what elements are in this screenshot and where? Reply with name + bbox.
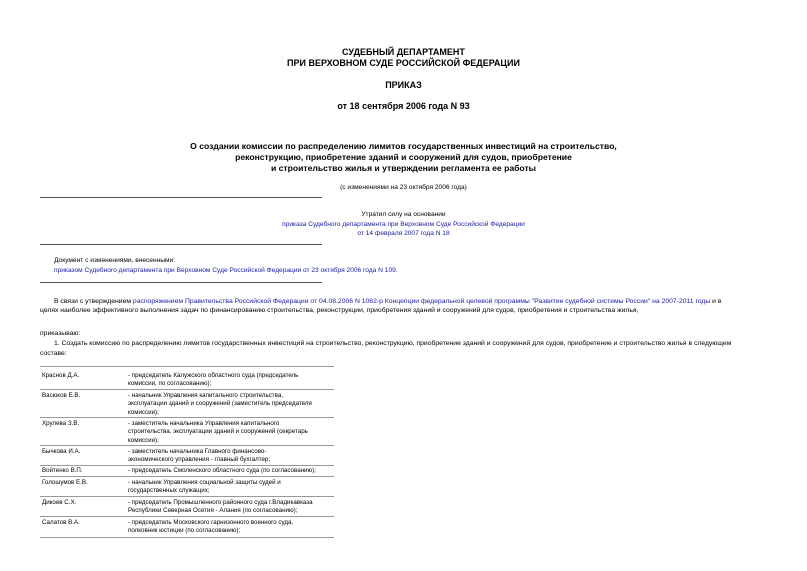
- member-role: [128, 392, 354, 417]
- table-rule: [40, 465, 334, 466]
- table-rule: [40, 496, 334, 497]
- member-role-line: - председатель Смоленского областного суда (по согласованию);: [128, 467, 316, 474]
- member-role-line: комиссии, по согласованию);: [128, 380, 212, 388]
- divider: [40, 282, 322, 283]
- member-role-line: комиссии);: [128, 408, 159, 416]
- member-role-line: экономического управления - главный бухгалтер;: [128, 456, 271, 464]
- member-role-line: - начальник Управления социальной защиты судей и: [128, 479, 281, 486]
- government-order-link[interactable]: распоряжением Правительства Российской Федерации от 04.08.2006 N 1082-р Концепции федеральной целевой программы "Развитие судебной системы России" на 2007-2011 годы: [132, 298, 711, 305]
- member-role-line: комиссии);: [128, 436, 159, 444]
- document-title-line3: и строительство жилья и утверждении регламента ее работы: [270, 163, 536, 173]
- member-role: [128, 372, 354, 389]
- member-name: Хрулева З.В.: [42, 420, 80, 427]
- document-title-line1: О создании комиссии по распределению лимитов государственных инвестиций на строительство,: [190, 141, 617, 151]
- member-role-line: полковник юстиции (по согласованию);: [128, 527, 241, 535]
- member-role: [128, 499, 354, 516]
- table-rule: [40, 476, 334, 477]
- table-rule: [40, 537, 334, 538]
- changes-label: Документ с изменениями, внесенными:: [54, 257, 176, 264]
- member-role: [128, 479, 354, 496]
- member-name: Краснов Д.А.: [42, 372, 80, 379]
- member-role: [128, 467, 354, 475]
- order-word: приказываю:: [40, 330, 81, 337]
- member-name: Голошумов Е.В.: [42, 479, 88, 486]
- amending-order-link[interactable]: приказом Судебного департамента при Верховном Суде Российской Федерации от 23 октября 2006 года N 109.: [54, 267, 398, 274]
- repealed-label: Утратил силу на основании: [361, 211, 446, 218]
- amended-note: (с изменениями на 23 октября 2006 года): [340, 184, 467, 191]
- member-role-line: строительства, эксплуатации зданий и сооружений (секретарь: [128, 428, 308, 436]
- document-date: от 18 сентября 2006 года N 93: [337, 101, 470, 111]
- member-name: Васюков Е.В.: [42, 392, 81, 399]
- point-1-line2: составе:: [40, 350, 67, 357]
- preamble-rest: и в: [710, 298, 722, 305]
- org-name-line2: ПРИ ВЕРХОВНОМ СУДЕ РОССИЙСКОЙ ФЕДЕРАЦИИ: [287, 58, 520, 68]
- member-role: [128, 448, 354, 465]
- member-role-line: Республики Северная Осетия - Алания (по согласованию);: [128, 507, 298, 515]
- table-rule: [40, 445, 334, 446]
- member-role-line: - заместитель начальника Управления капитального: [128, 420, 280, 427]
- point-1-line1: 1. Создать комиссию по распределению лимитов государственных инвестиций на строительство, реконструкцию, приобретение зданий и сооружений для судов, приобретение и строительство жилья в следующем: [54, 340, 732, 347]
- member-role: [128, 519, 354, 536]
- repealing-order-link-line1[interactable]: приказа Судебного департамента при Верховном Суде Российской Федерации: [282, 221, 525, 228]
- divider: [40, 197, 322, 198]
- table-rule: [40, 389, 334, 390]
- table-rule: [40, 417, 334, 418]
- member-role-line: - председатель Промышленного районного суда г.Владикавказа: [128, 499, 313, 506]
- preamble-line2: целях наиболее эффективного выполнения задач по финансированию строительства, реконструкции, приобретения зданий и сооружений для судов, приобретения и строительства жилья,: [40, 307, 639, 314]
- document-type: ПРИКАЗ: [385, 80, 422, 90]
- member-role-line: государственных служащих;: [128, 487, 210, 495]
- member-name: Войтенко В.П.: [42, 467, 83, 474]
- repealing-order-link-line2[interactable]: от 14 февраля 2007 года N 18: [357, 230, 450, 237]
- table-rule: [40, 366, 334, 367]
- member-name: Бычкова И.А.: [42, 448, 81, 455]
- document-title-line2: реконструкцию, приобретение зданий и сооружений для судов, приобретение: [235, 152, 572, 162]
- divider: [40, 244, 322, 245]
- member-name: Салатов В.А.: [42, 519, 80, 526]
- member-name: Дикоев С.Х.: [42, 499, 77, 506]
- member-role-line: - начальник Управления капитального строительства,: [128, 392, 283, 399]
- member-role-line: - председатель Калужского областного суда (председатель: [128, 372, 299, 379]
- member-role: [128, 420, 354, 445]
- member-role-line: - председатель Московского гарнизонного военного суда,: [128, 519, 294, 526]
- member-role-line: эксплуатации зданий и сооружений (заместитель председателя: [128, 400, 312, 408]
- member-role-line: - заместитель начальника Главного финансово-: [128, 448, 267, 455]
- preamble-lead: В связи с утверждением: [54, 298, 132, 305]
- table-rule: [40, 516, 334, 517]
- org-name-line1: СУДЕБНЫЙ ДЕПАРТАМЕНТ: [342, 47, 465, 57]
